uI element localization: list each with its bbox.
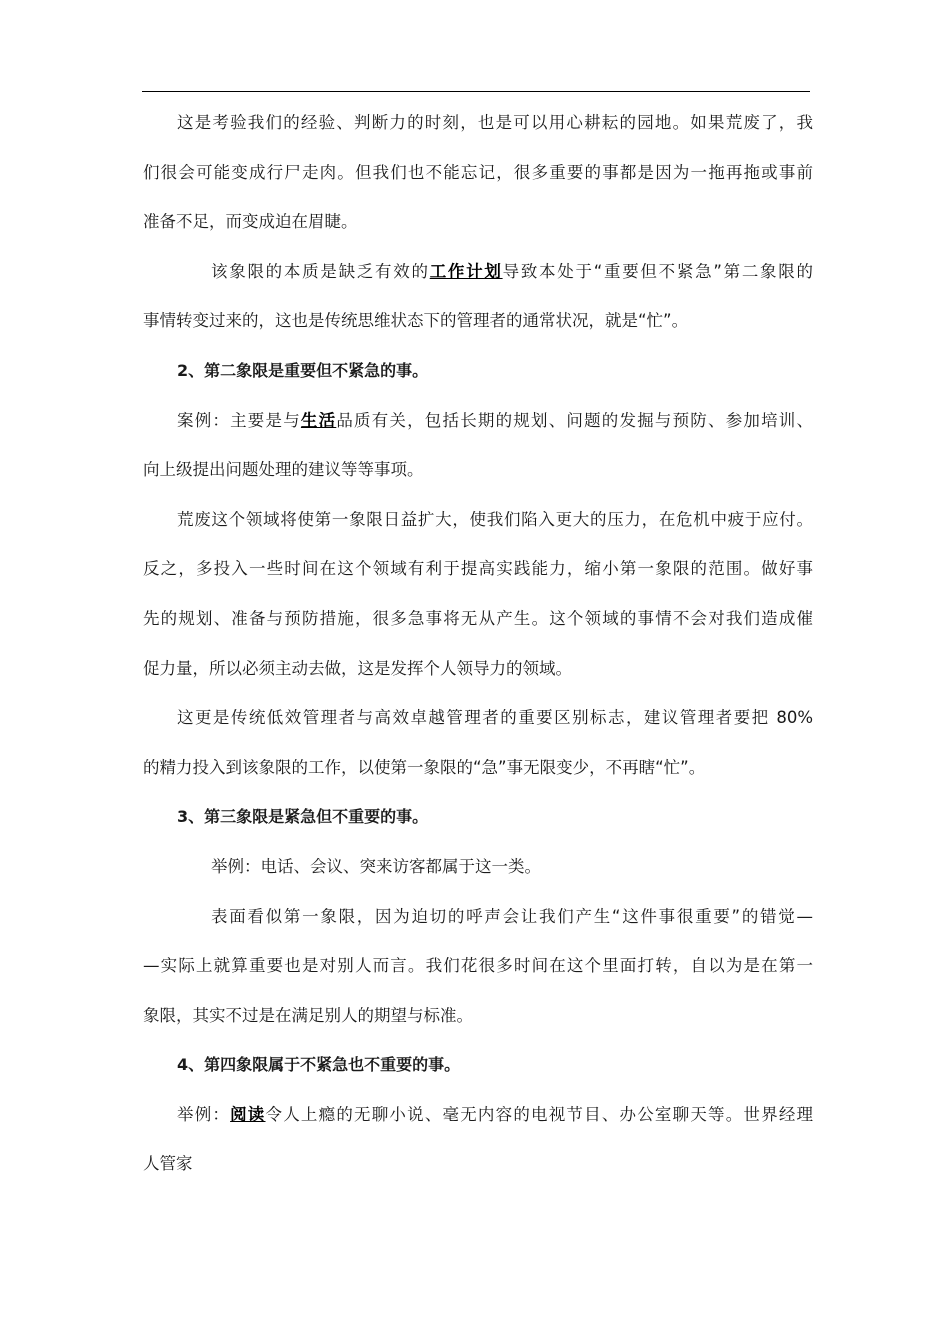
paragraph-line: 人管家 (143, 1154, 193, 1174)
paragraph-line: —实际上就算重要也是对别人而言。我们花很多时间在这个里面打转，自以为是在第一 (143, 956, 813, 976)
paragraph-line: 反之，多投入一些时间在这个领域有利于提高实践能力，缩小第一象限的范围。做好事 (143, 559, 813, 579)
paragraph-line: 举例：电话、会议、突来访客都属于这一类。 (211, 856, 541, 876)
document-body (143, 98, 813, 1189)
paragraph-line: 促力量，所以必须主动去做，这是发挥个人领导力的领域。 (143, 658, 572, 678)
paragraph-line: 举例：阅读令人上瘾的无聊小说、毫无内容的电视节目、办公室聊天等。世界经理 (177, 1104, 813, 1124)
paragraph-line: 荒废这个领域将使第一象限日益扩大，使我们陷入更大的压力，在危机中疲于应付。 (177, 509, 813, 529)
paragraph-line: 先的规划、准备与预防措施，很多急事将无从产生。这个领域的事情不会对我们造成催 (143, 608, 813, 628)
header-rule (142, 91, 810, 92)
paragraph-line: 案例：主要是与生活品质有关，包括长期的规划、问题的发掘与预防、参加培训、 (177, 410, 813, 430)
keyword-link[interactable]: 阅读 (230, 1104, 266, 1124)
section-heading: 4、第四象限属于不紧急也不重要的事。 (177, 1055, 461, 1075)
section-heading: 3、第三象限是紧急但不重要的事。 (177, 807, 429, 827)
paragraph-line: 们很会可能变成行尸走肉。但我们也不能忘记，很多重要的事都是因为一拖再拖或事前 (143, 162, 813, 182)
paragraph-line: 表面看似第一象限，因为迫切的呼声会让我们产生“这件事很重要”的错觉— (211, 906, 813, 926)
paragraph-line: 这更是传统低效管理者与高效卓越管理者的重要区别标志，建议管理者要把 80% (177, 708, 813, 728)
paragraph-line: 事情转变过来的，这也是传统思维状态下的管理者的通常状况，就是“忙”。 (143, 311, 689, 331)
section-heading: 2、第二象限是重要但不紧急的事。 (177, 360, 429, 380)
paragraph-line: 的精力投入到该象限的工作，以使第一象限的“急”事无限变少，不再瞎“忙”。 (143, 757, 706, 777)
paragraph-line: 这是考验我们的经验、判断力的时刻，也是可以用心耕耘的园地。如果荒废了，我 (177, 113, 813, 132)
keyword-link[interactable]: 工作计划 (429, 261, 503, 281)
paragraph-line: 该象限的本质是缺乏有效的工作计划导致本处于“重要但不紧急”第二象限的 (211, 261, 813, 281)
paragraph-line: 准备不足，而变成迫在眉睫。 (143, 212, 358, 232)
paragraph-line: 向上级提出问题处理的建议等等事项。 (143, 460, 424, 480)
keyword-link[interactable]: 生活 (300, 410, 337, 430)
paragraph-line: 象限，其实不过是在满足别人的期望与标准。 (143, 1005, 473, 1025)
